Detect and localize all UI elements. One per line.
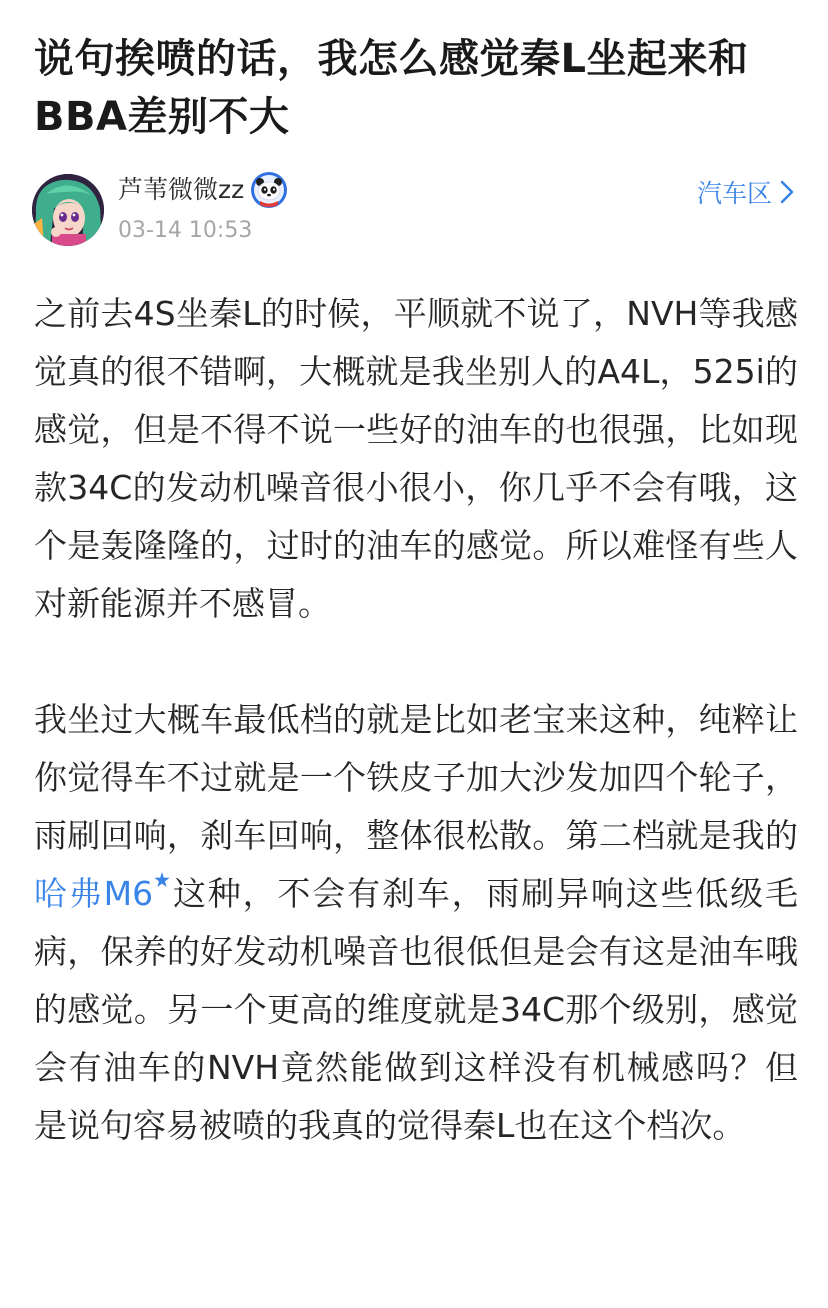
car-model-link[interactable] bbox=[34, 874, 171, 913]
post-content bbox=[34, 285, 798, 1155]
chevron-right-icon bbox=[780, 180, 794, 204]
paragraph-2 bbox=[34, 691, 798, 1155]
panda-badge-icon[interactable] bbox=[250, 171, 288, 209]
forum-link[interactable] bbox=[697, 174, 794, 210]
post-time: 03-14 10:53 bbox=[118, 218, 253, 243]
paragraph-2-text-after: 这种，不会有刹车，雨刷异响这些低级毛病，保养的好发动机噪音也很低但是会有这是油车哦的感觉。另一个更高的维度就是34C那个级别，感觉会有油车的NVH竟然能做到这样没有机械感吗？但是说句容易被喷的我真的觉得秦L也在这个档次。 bbox=[34, 874, 799, 1145]
author-row bbox=[32, 172, 796, 248]
author-name-line bbox=[118, 172, 288, 208]
forum-label[interactable]: 汽车区 bbox=[696, 179, 772, 208]
post-title: 说句挨喷的话，我怎么感觉秦L坐起来和BBA差别不大 bbox=[34, 36, 749, 140]
paragraph-1: 之前去4S坐秦L的时候，平顺就不说了，NVH等我感觉真的很不错啊，大概就是我坐别人的A4L，525i的感觉，但是不得不说一些好的油车的也很强，比如现款34C的发动机噪音很小很小，你几乎不会有哦，这个是轰隆隆的，过时的油车的感觉。所以难怪有些人对新能源并不感冒。 bbox=[34, 294, 798, 623]
anime-avatar-icon[interactable] bbox=[32, 174, 104, 246]
author-name[interactable]: 芦苇微微zz bbox=[118, 175, 245, 204]
paragraph-2-text-before: 我坐过大概车最低档的就是比如老宝来这种，纯粹让你觉得车不过就是一个铁皮子加大沙发加四个轮子，雨刷回响，刹车回响，整体很松散。第二档就是我的 bbox=[34, 700, 798, 855]
sparkle-icon bbox=[153, 871, 171, 889]
car-model-link-label[interactable]: 哈弗M6 bbox=[34, 874, 154, 913]
